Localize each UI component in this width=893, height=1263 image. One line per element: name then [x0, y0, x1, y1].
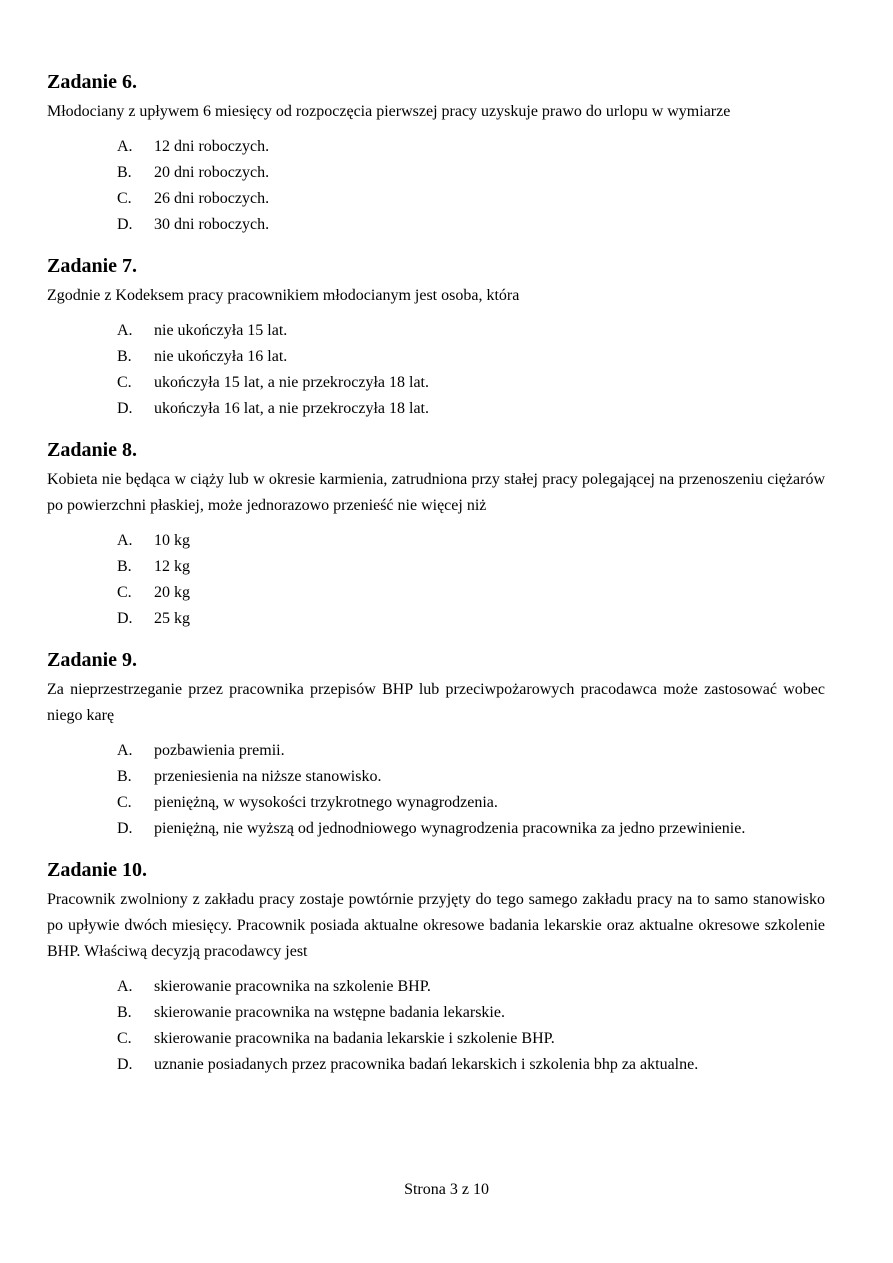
answer-option-d	[117, 212, 825, 238]
answer-option-c	[117, 790, 825, 816]
option-letter: A.	[117, 532, 133, 549]
option-text: 12 kg	[154, 558, 190, 575]
answer-options	[117, 738, 825, 842]
answer-option-c	[117, 370, 825, 396]
option-letter: D.	[117, 610, 133, 627]
option-letter: B.	[117, 348, 132, 365]
answer-option-d	[117, 396, 825, 422]
option-text: skierowanie pracownika na badania lekarskie i szkolenie BHP.	[154, 1030, 555, 1047]
option-letter: D.	[117, 216, 133, 233]
option-text: pieniężną, nie wyższą od jednodniowego wynagrodzenia pracownika za jedno przewinienie.	[154, 820, 746, 837]
task-question: Zgodnie z Kodeksem pracy pracownikiem młodocianym jest osoba, która	[47, 287, 520, 304]
answer-options	[117, 974, 825, 1078]
answer-options	[117, 318, 825, 422]
task-question: Kobieta nie będąca w ciąży lub w okresie karmienia, zatrudniona przy stałej pracy polegającej na przenoszeniu ciężarów po powierzchni płaskiej, może jednorazowo przenieść nie więcej niż	[47, 471, 825, 514]
option-letter: B.	[117, 1004, 132, 1021]
answer-option-a	[117, 974, 825, 1000]
option-text: 26 dni roboczych.	[154, 190, 270, 207]
answer-option-b	[117, 1000, 825, 1026]
page-number: Strona 3 z 10	[404, 1181, 489, 1198]
answer-option-c	[117, 1026, 825, 1052]
option-text: nie ukończyła 15 lat.	[154, 322, 288, 339]
option-text: skierowanie pracownika na szkolenie BHP.	[154, 978, 431, 995]
answer-option-a	[117, 528, 825, 554]
option-text: 30 dni roboczych.	[154, 216, 270, 233]
option-letter: D.	[117, 1056, 133, 1073]
option-letter: A.	[117, 742, 133, 759]
option-letter: A.	[117, 138, 133, 155]
task-title: Zadanie 9.	[47, 649, 138, 671]
answer-option-c	[117, 186, 825, 212]
task-8	[47, 438, 825, 632]
option-text: 12 dni roboczych.	[154, 138, 270, 155]
answer-option-a	[117, 318, 825, 344]
option-text: ukończyła 15 lat, a nie przekroczyła 18 lat.	[154, 374, 429, 391]
option-letter: D.	[117, 820, 133, 837]
option-letter: C.	[117, 584, 132, 601]
option-text: skierowanie pracownika na wstępne badania lekarskie.	[154, 1004, 505, 1021]
option-letter: C.	[117, 374, 132, 391]
answer-option-b	[117, 764, 825, 790]
answer-option-d	[117, 816, 825, 842]
task-title: Zadanie 6.	[47, 71, 138, 93]
option-text: 20 dni roboczych.	[154, 164, 270, 181]
task-question: Pracownik zwolniony z zakładu pracy zostaje powtórnie przyjęty do tego samego zakładu pracy na to samo stanowisko po upływie dwóch miesięcy. Pracownik posiada aktualne okresowe badania lekarskie oraz aktualne okresowe szkolenie BHP. Właściwą decyzją pracodawcy jest	[47, 891, 825, 960]
option-letter: C.	[117, 1030, 132, 1047]
task-title: Zadanie 7.	[47, 255, 138, 277]
option-text: 20 kg	[154, 584, 190, 601]
answer-option-d	[117, 1052, 825, 1078]
option-text: przeniesienia na niższe stanowisko.	[154, 768, 382, 785]
option-text: nie ukończyła 16 lat.	[154, 348, 288, 365]
task-7	[47, 254, 825, 422]
option-letter: B.	[117, 164, 132, 181]
answer-option-c	[117, 580, 825, 606]
task-9	[47, 648, 825, 842]
task-6	[47, 70, 825, 238]
task-title: Zadanie 8.	[47, 439, 138, 461]
option-text: 25 kg	[154, 610, 190, 627]
option-letter: A.	[117, 322, 133, 339]
task-question: Za nieprzestrzeganie przez pracownika przepisów BHP lub przeciwpożarowych pracodawca może zastosować wobec niego karę	[47, 681, 825, 724]
answer-option-a	[117, 738, 825, 764]
option-text: pieniężną, w wysokości trzykrotnego wynagrodzenia.	[154, 794, 498, 811]
answer-option-d	[117, 606, 825, 632]
answer-option-b	[117, 554, 825, 580]
task-10	[47, 858, 825, 1078]
option-letter: C.	[117, 190, 132, 207]
answer-option-b	[117, 160, 825, 186]
option-text: uznanie posiadanych przez pracownika badań lekarskich i szkolenia bhp za aktualne.	[154, 1056, 699, 1073]
option-text: 10 kg	[154, 532, 190, 549]
option-text: pozbawienia premii.	[154, 742, 285, 759]
option-text: ukończyła 16 lat, a nie przekroczyła 18 lat.	[154, 400, 429, 417]
task-title: Zadanie 10.	[47, 859, 148, 881]
option-letter: B.	[117, 768, 132, 785]
option-letter: B.	[117, 558, 132, 575]
answer-option-b	[117, 344, 825, 370]
option-letter: C.	[117, 794, 132, 811]
answer-options	[117, 528, 825, 632]
option-letter: A.	[117, 978, 133, 995]
answer-option-a	[117, 134, 825, 160]
answer-options	[117, 134, 825, 238]
option-letter: D.	[117, 400, 133, 417]
task-question: Młodociany z upływem 6 miesięcy od rozpoczęcia pierwszej pracy uzyskuje prawo do urlopu w wymiarze	[47, 103, 731, 120]
